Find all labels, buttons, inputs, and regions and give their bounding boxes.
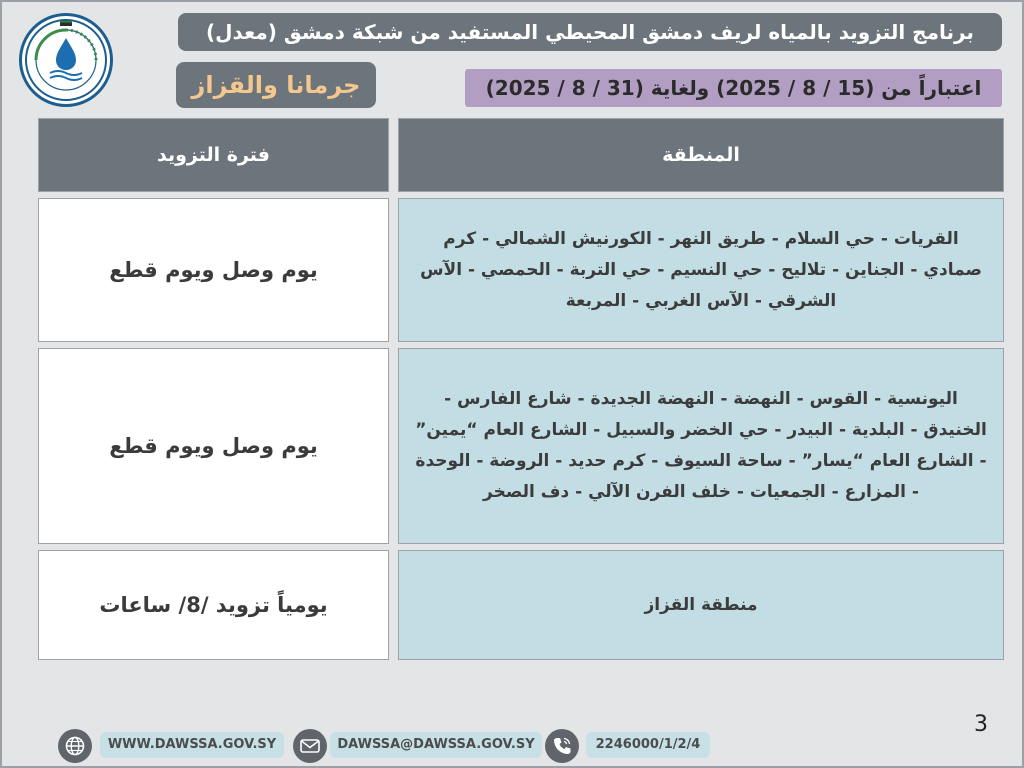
page-number: 3 bbox=[974, 712, 988, 737]
date-range: اعتباراً من (15 / 8 / 2025) ولغاية (31 / 8 / 2025) bbox=[465, 69, 1002, 107]
table-row-3-area bbox=[398, 550, 1004, 660]
period-text: يوم وصل ويوم قطع bbox=[109, 258, 318, 282]
mail-icon bbox=[293, 729, 327, 763]
phone-number[interactable]: 2246000/1/2/4 bbox=[586, 732, 710, 758]
table-row-2-area bbox=[398, 348, 1004, 544]
table-row-1-area bbox=[398, 198, 1004, 342]
area-text: اليونسية - القوس - النهضة - النهضة الجديدة - شارع الفارس - الخنيدق - البلدية - البيدر - حي الخضر والسبيل - الشارع العام “يمين” - الشارع العام “يسار” - ساحة السيوف - كرم حديد - الروضة - الوحدة - المزارع - الجمعيات - خلف الفرن الآلي - دف الصخر bbox=[415, 389, 987, 502]
table-row-2-period bbox=[38, 348, 389, 544]
column-header-area: المنطقة bbox=[398, 118, 1004, 192]
website-link[interactable]: WWW.DAWSSA.GOV.SY bbox=[100, 732, 284, 758]
water-drop-logo-icon bbox=[19, 13, 113, 107]
table-row-1-period bbox=[38, 198, 389, 342]
area-text: القريات - حي السلام - طريق النهر - الكورنيش الشمالي - كرم صمادي - الجناين - تلاليح - حي النسيم - حي التربة - الحمصي - الآس الشرقي - الآس الغربي - المربعة bbox=[420, 228, 982, 311]
phone-icon bbox=[545, 729, 579, 763]
column-header-period: فترة التزويد bbox=[38, 118, 389, 192]
table-row-3-period bbox=[38, 550, 389, 660]
globe-icon bbox=[58, 729, 92, 763]
period-text: يوم وصل ويوم قطع bbox=[109, 434, 318, 458]
region-title: جرمانا والقزاز bbox=[176, 62, 376, 108]
page-title: برنامج التزويد بالمياه لريف دمشق المحيطي المستفيد من شبكة دمشق (معدل) bbox=[178, 13, 1002, 51]
email-link[interactable]: DAWSSA@DAWSSA.GOV.SY bbox=[330, 732, 542, 758]
period-text: يومياً تزويد /8/ ساعات bbox=[99, 593, 328, 617]
area-text: منطقة القزاز bbox=[644, 594, 758, 615]
